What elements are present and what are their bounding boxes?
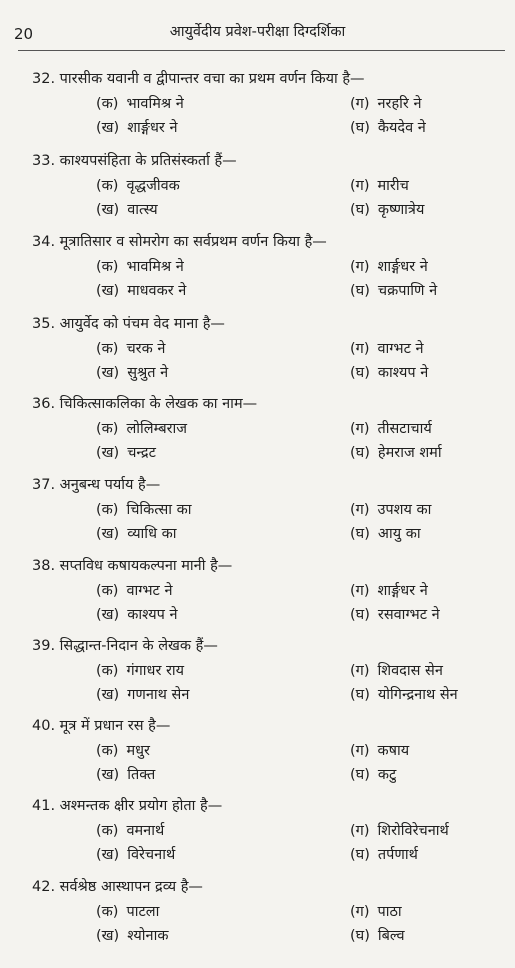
question-text: 35. आयुर्वेद को पंचम वेद माना है— [32, 316, 225, 332]
question-text: 32. पारसीक यवानी व द्वीपान्तर वचा का प्रथम वर्णन किया है— [32, 71, 365, 87]
option-gha: (घ) काश्यप ने [350, 365, 429, 381]
option-gha: (घ) कैयदेव ने [350, 120, 426, 136]
option-kha: (ख) माधवकर ने [96, 283, 187, 299]
question-text: 34. मूत्रातिसार व सोमरोग का सर्वप्रथम वर्णन किया है— [32, 234, 327, 250]
option-ga: (ग) शार्ङ्गधर ने [350, 259, 428, 275]
option-gha: (घ) बिल्व [350, 928, 405, 944]
option-ga: (ग) नरहरि ने [350, 96, 422, 112]
question-text: 40. मूत्र में प्रधान रस है— [32, 718, 171, 734]
option-ga: (ग) शिवदास सेन [350, 663, 443, 679]
header-rule [18, 50, 505, 51]
option-gha: (घ) योगिन्द्रनाथ सेन [350, 687, 458, 703]
option-ga: (ग) मारीच [350, 178, 409, 194]
option-gha: (घ) कटु [350, 767, 397, 783]
option-kha: (ख) तिक्त [96, 767, 156, 783]
option-ka: (क) चरक ने [96, 341, 166, 357]
option-ga: (ग) वाग्भट ने [350, 341, 424, 357]
question-text: 41. अश्मन्तक क्षीर प्रयोग होता है— [32, 798, 223, 814]
option-ka: (क) वाग्भट ने [96, 583, 173, 599]
option-kha: (ख) शार्ङ्गधर ने [96, 120, 178, 136]
option-gha: (घ) चक्रपाणि ने [350, 283, 438, 299]
question-text: 38. सप्तविध कषायकल्पना मानी है— [32, 558, 233, 574]
option-ka: (क) गंगाधर राय [96, 663, 185, 679]
option-kha: (ख) श्योनाक [96, 928, 169, 944]
option-ga: (ग) तीसटाचार्य [350, 421, 432, 437]
option-ka: (क) वृद्धजीवक [96, 178, 180, 194]
option-ka: (क) पाटला [96, 904, 160, 920]
option-ka: (क) वमनार्थ [96, 823, 165, 839]
question-text: 42. सर्वश्रेष्ठ आस्थापन द्रव्य है— [32, 879, 203, 895]
option-kha: (ख) व्याधि का [96, 526, 177, 542]
option-ga: (ग) कषाय [350, 743, 410, 759]
option-ga: (ग) शिरोविरेचनार्थ [350, 823, 449, 839]
question-text: 33. काश्यपसंहिता के प्रतिसंस्कर्ता हैं— [32, 153, 237, 169]
option-ga: (ग) उपशय का [350, 502, 432, 518]
option-gha: (घ) कृष्णात्रेय [350, 202, 425, 218]
page-number: 20 [14, 25, 34, 43]
option-gha: (घ) हेमराज शर्मा [350, 445, 442, 461]
option-ka: (क) चिकित्सा का [96, 502, 192, 518]
option-kha: (ख) काश्यप ने [96, 607, 178, 623]
option-ka: (क) भावमिश्र ने [96, 96, 184, 112]
option-kha: (ख) चन्द्रट [96, 445, 156, 461]
option-gha: (घ) तर्पणार्थ [350, 847, 418, 863]
option-ka: (क) मधुर [96, 743, 150, 759]
option-kha: (ख) गणनाथ सेन [96, 687, 190, 703]
question-text: 36. चिकित्साकलिका के लेखक का नाम— [32, 396, 258, 412]
option-ga: (ग) पाठा [350, 904, 402, 920]
question-text: 37. अनुबन्ध पर्याय है— [32, 477, 161, 493]
option-ga: (ग) शार्ङ्गधर ने [350, 583, 428, 599]
option-gha: (घ) आयु का [350, 526, 421, 542]
option-kha: (ख) सुश्रुत ने [96, 365, 169, 381]
option-kha: (ख) विरेचनार्थ [96, 847, 176, 863]
option-ka: (क) भावमिश्र ने [96, 259, 184, 275]
running-title: आयुर्वेदीय प्रवेश-परीक्षा दिग्दर्शिका [169, 24, 346, 40]
option-kha: (ख) वात्स्य [96, 202, 158, 218]
option-gha: (घ) रसवाग्भट ने [350, 607, 440, 623]
question-text: 39. सिद्धान्त-निदान के लेखक हैं— [32, 638, 218, 654]
option-ka: (क) लोलिम्बराज [96, 421, 188, 437]
